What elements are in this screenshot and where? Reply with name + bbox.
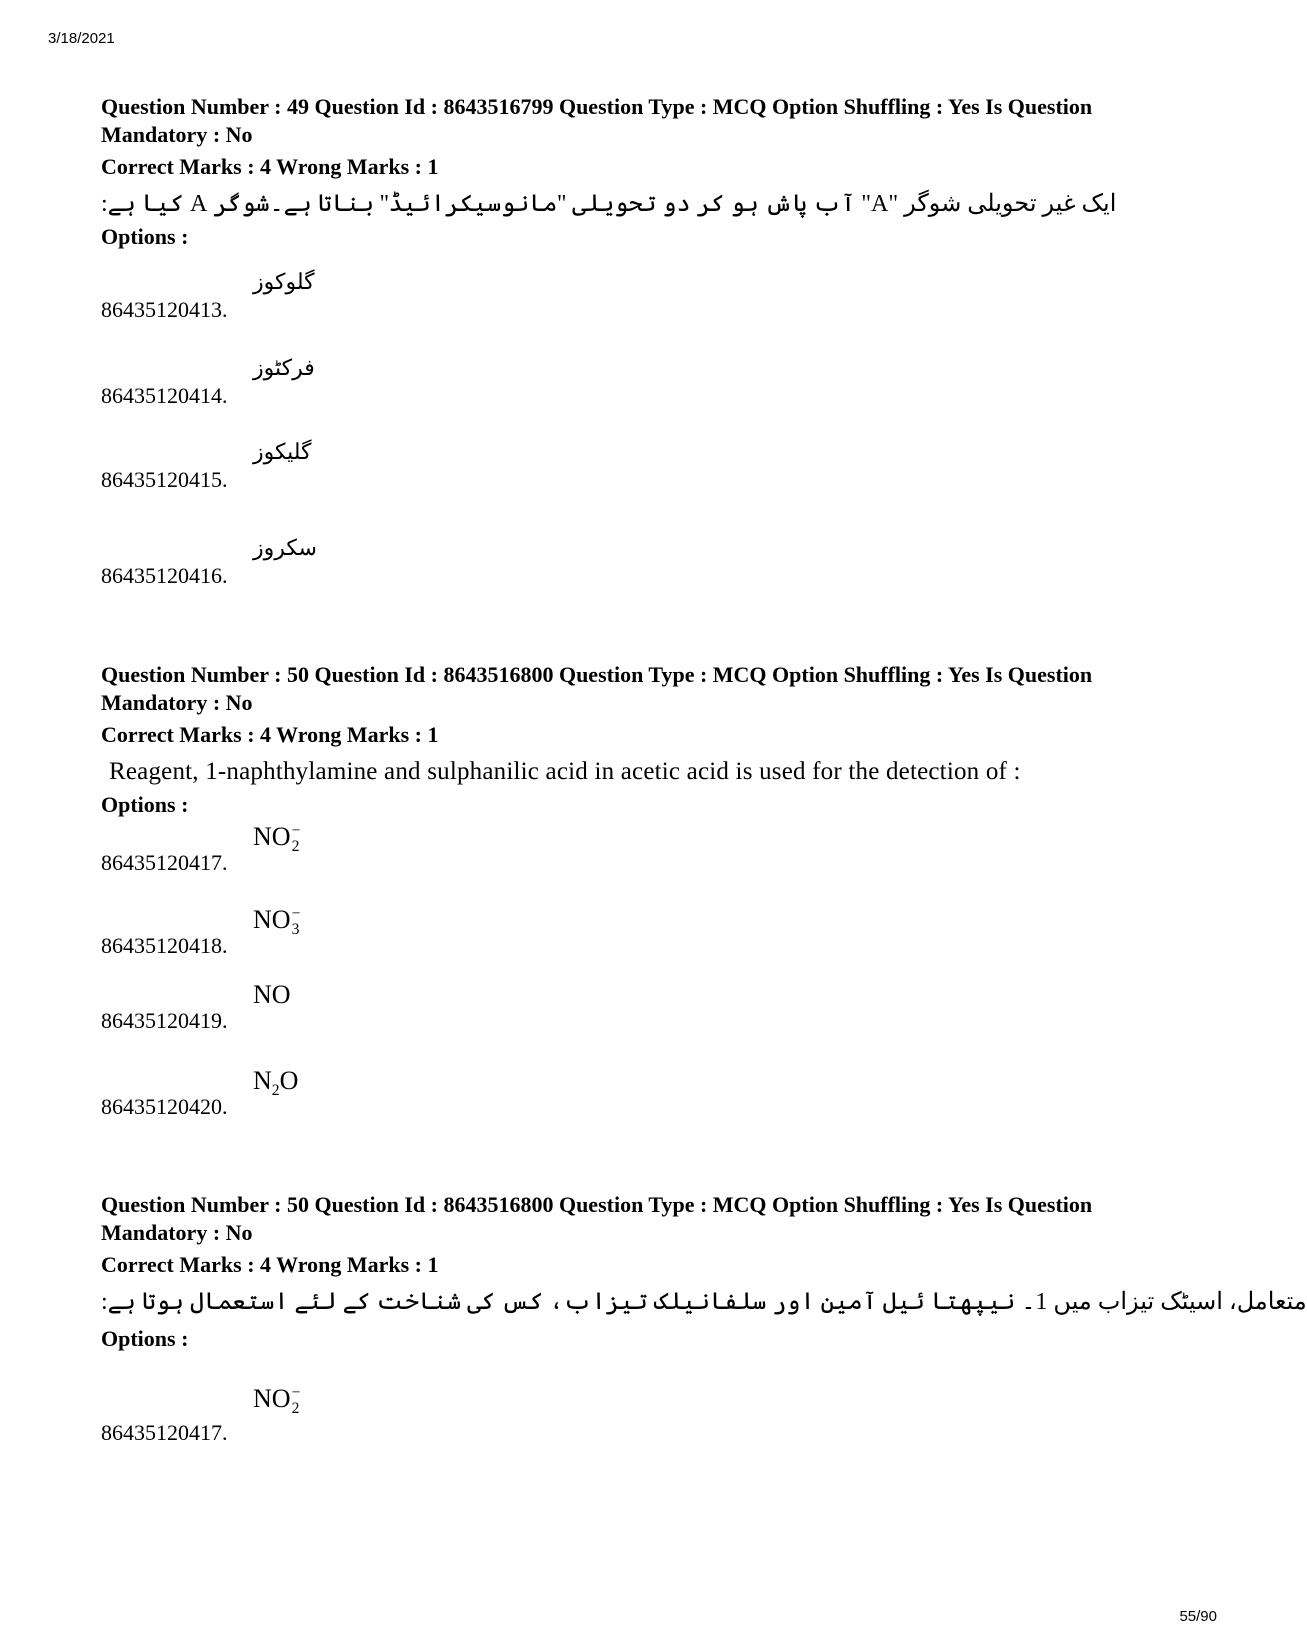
- option-id: 86435120415.: [101, 467, 228, 492]
- options-label: Options :: [101, 1326, 189, 1351]
- option-text: سکروز: [253, 535, 317, 560]
- option-item: [101, 355, 315, 409]
- option-item: [101, 1066, 299, 1120]
- question-49-block: [101, 93, 1181, 251]
- option-formula: NO: [253, 980, 291, 1009]
- option-item: [101, 905, 301, 959]
- question-header: Question Number : 49 Question Id : 8643516799 Question Type : MCQ Option Shuffling : Yes Is Question Mandatory : No: [101, 94, 1093, 147]
- option-id: 86435120420.: [101, 1094, 228, 1119]
- question-50-block: [101, 661, 1181, 819]
- option-formula: NO − 2: [253, 822, 301, 856]
- question-50-urdu-block: [101, 1191, 1307, 1353]
- option-item: [101, 980, 291, 1034]
- option-item: [101, 535, 317, 589]
- option-item: [101, 822, 301, 876]
- option-formula: NO − 2: [253, 1384, 301, 1418]
- page-number: 55/90: [1179, 1608, 1217, 1625]
- option-id: 86435120413.: [101, 297, 228, 322]
- options-label: Options :: [101, 792, 189, 817]
- option-item: [101, 1384, 301, 1446]
- question-text: متعامل، اسیٹک تیزاب میں 1۔ نیپھتا ئیل آمین اور سلفانیلک تیزاب، کس کی شناخت کے لئے استعمال ہوتا ہے:: [101, 1289, 1307, 1315]
- question-header: Question Number : 50 Question Id : 8643516800 Question Type : MCQ Option Shuffling : Yes Is Question Mandatory : No: [101, 662, 1093, 715]
- question-marks: Correct Marks : 4 Wrong Marks : 1: [101, 1252, 439, 1277]
- question-marks: Correct Marks : 4 Wrong Marks : 1: [101, 154, 439, 179]
- option-formula: NO − 3: [253, 905, 301, 939]
- option-text: گلوکوز: [253, 269, 315, 294]
- option-id: 86435120416.: [101, 563, 228, 588]
- question-header: Question Number : 50 Question Id : 8643516800 Question Type : MCQ Option Shuffling : Yes Is Question Mandatory : No: [101, 1192, 1093, 1245]
- print-date: 3/18/2021: [48, 30, 115, 47]
- question-marks: Correct Marks : 4 Wrong Marks : 1: [101, 722, 439, 747]
- option-text: گلیکوز: [253, 439, 312, 464]
- option-id: 86435120418.: [101, 933, 228, 958]
- question-text: Reagent, 1-naphthylamine and sulphanilic acid in acetic acid is used for the detection of :: [109, 758, 1021, 785]
- option-formula: $N_2O$: [253, 1066, 299, 1100]
- question-text: ایک غیر تحویلی شوگر "A" آب پاش ہو کر دو تحویلی ''مانوسیکرائیڈ'' بناتا ہے۔شوگر A کیا ہے:: [101, 191, 1117, 217]
- option-id: 86435120414.: [101, 383, 228, 408]
- option-id: 86435120417.: [101, 1420, 228, 1445]
- option-item: [101, 439, 312, 493]
- options-label: Options :: [101, 224, 189, 249]
- option-item: [101, 269, 315, 323]
- option-id: 86435120419.: [101, 1008, 228, 1033]
- option-id: 86435120417.: [101, 850, 228, 875]
- option-text: فرکٹوز: [253, 355, 315, 380]
